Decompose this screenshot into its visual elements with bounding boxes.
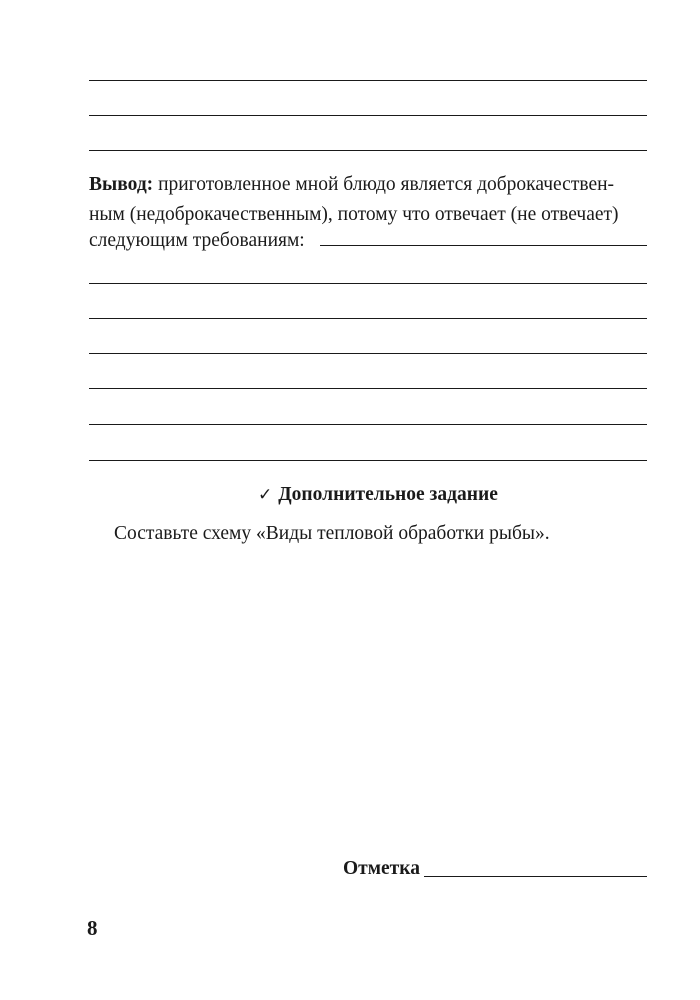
answer-line[interactable] xyxy=(89,460,647,461)
conclusion-text-line1: приготовленное мной блюдо является доброкачествен- xyxy=(153,174,615,195)
answer-line[interactable] xyxy=(89,424,647,425)
extra-task-instruction: Составьте схему «Виды тепловой обработки рыбы». xyxy=(114,523,550,544)
answer-line[interactable] xyxy=(89,353,647,354)
checkmark-icon: ✓ xyxy=(258,485,273,505)
answer-line[interactable] xyxy=(89,318,647,319)
extra-task-title: Дополнительное задание xyxy=(278,484,498,505)
grade-line[interactable] xyxy=(424,876,647,877)
answer-line[interactable] xyxy=(89,80,647,81)
requirements-inline-line[interactable] xyxy=(320,245,647,246)
conclusion-text-line3: следующим требованиям: xyxy=(89,230,305,251)
grade-label: Отметка xyxy=(343,858,420,879)
answer-line[interactable] xyxy=(89,283,647,284)
conclusion-text-line2: ным (недоброкачественным), потому что отвечает (не отвечает) xyxy=(89,204,619,225)
answer-line[interactable] xyxy=(89,150,647,151)
answer-line[interactable] xyxy=(89,388,647,389)
conclusion-lead: Вывод: xyxy=(89,174,154,195)
conclusion-paragraph xyxy=(89,170,649,230)
page-number: 8 xyxy=(87,916,98,940)
answer-line[interactable] xyxy=(89,115,647,116)
extra-task-heading xyxy=(258,484,498,506)
